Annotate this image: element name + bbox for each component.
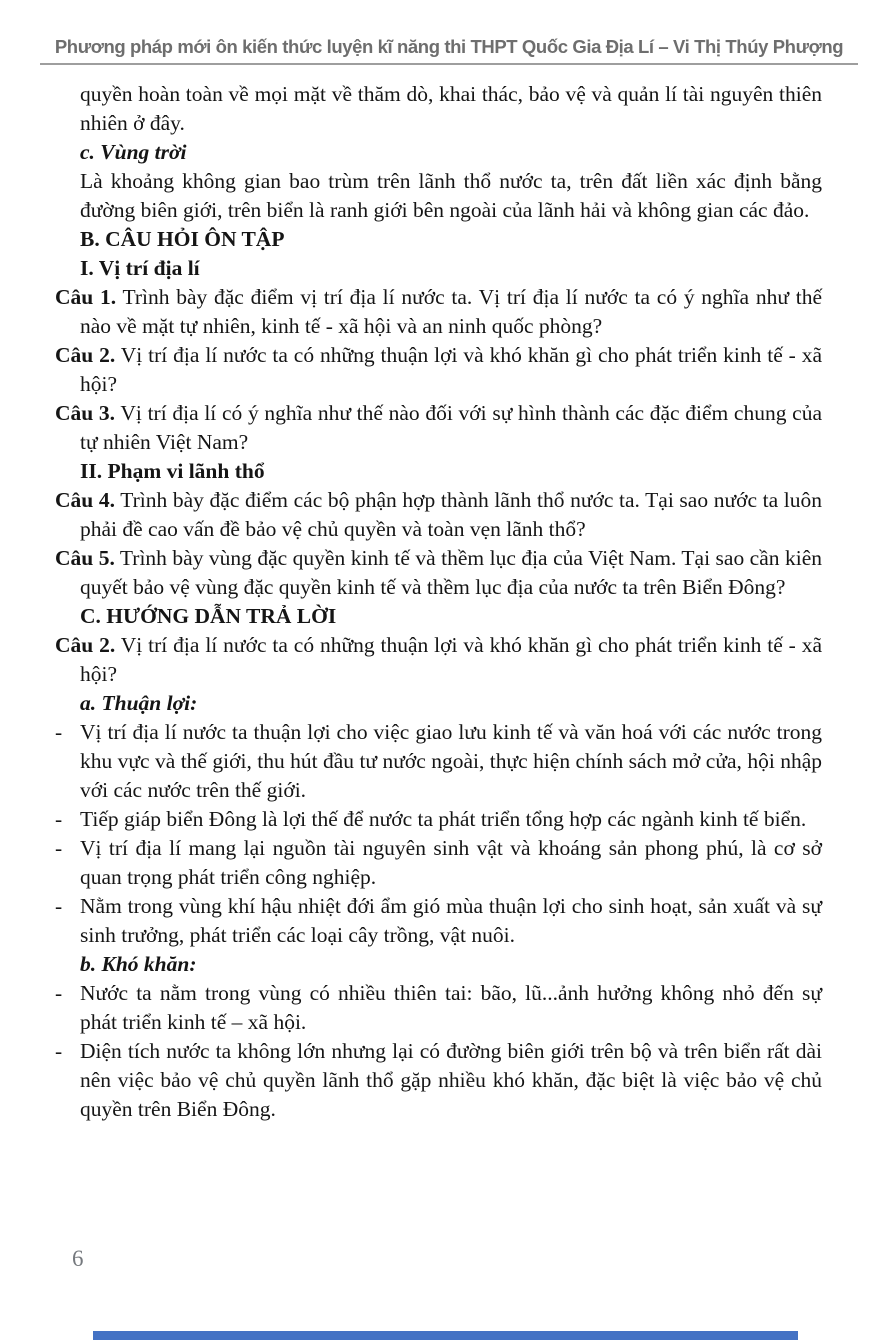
subsection-heading-i: I. Vị trí địa lí (80, 256, 200, 280)
section-heading-c: C. HƯỚNG DẪN TRẢ LỜI (80, 604, 337, 628)
subheading-thuan-loi: a. Thuận lợi: (80, 691, 198, 715)
list-item-text: Nước ta nằm trong vùng có nhiều thiên tai: bão, lũ...ảnh hưởng không nhỏ đến sự phát triển kinh tế – xã hội. (80, 981, 822, 1034)
answer-question-item (55, 631, 823, 689)
list-item-text: Diện tích nước ta không lớn nhưng lại có đường biên giới trên bộ và trên biển rất dài nên việc bảo vệ chủ quyền lãnh thổ gặp nhiều khó khăn, đặc biệt là việc bảo vệ chủ quyền trên Biển Đông. (80, 1039, 822, 1121)
section-heading-b: B. CÂU HỎI ÔN TẬP (80, 227, 285, 251)
list-item (55, 834, 822, 892)
question-item (55, 283, 822, 341)
page-body (55, 80, 823, 1124)
subheading-kho-khan: b. Khó khăn: (80, 952, 197, 976)
list-item-text: Vị trí địa lí nước ta thuận lợi cho việc giao lưu kinh tế và văn hoá với các nước trong khu vực và thế giới, thu hút đầu tư nước ngoài, thực hiện chính sách mở cửa, hội nhập với các nước trên thế giới. (80, 720, 822, 802)
subsection-heading-ii: II. Phạm vi lãnh thổ (80, 459, 265, 483)
question-item (55, 399, 823, 457)
list-item (55, 892, 822, 950)
question-text: Trình bày vùng đặc quyền kinh tế và thềm lục địa của Việt Nam. Tại sao cần kiên quyết bảo vệ vùng đặc quyền kinh tế và thềm lục địa của nước ta trên Biển Đông? (80, 546, 822, 599)
question-item (55, 544, 822, 602)
page-number: 6 (72, 1246, 84, 1271)
list-item (55, 979, 822, 1037)
question-label: Câu 1. (55, 285, 117, 309)
question-text: Vị trí địa lí có ý nghĩa như thế nào đối với sự hình thành các đặc điểm chung của tự nhiên Việt Nam? (80, 401, 823, 454)
subheading-vung-troi: c. Vùng trời (80, 140, 187, 164)
paragraph-vung-troi: Là khoảng không gian bao trùm trên lãnh thổ nước ta, trên đất liền xác định bằng đường biên giới, trên biển là ranh giới bên ngoài của lãnh hải và không gian các đảo. (80, 169, 822, 222)
question-label: Câu 2. (55, 633, 116, 657)
dash-bullet-marker: - (55, 720, 63, 744)
running-header-title: Phương pháp mới ôn kiến thức luyện kĩ năng thi THPT Quốc Gia Địa Lí – Vi Thị Thúy Phượng (54, 36, 844, 57)
paragraph-continuation: quyền hoàn toàn về mọi mặt về thăm dò, khai thác, bảo vệ và quản lí tài nguyên thiên nhiên ở đây. (80, 82, 822, 135)
dash-bullet-marker: - (55, 981, 63, 1005)
question-text: Vị trí địa lí nước ta có những thuận lợi và khó khăn gì cho phát triển kinh tế - xã hội? (80, 343, 823, 396)
question-label: Câu 5. (55, 546, 115, 570)
list-item-text: Vị trí địa lí mang lại nguồn tài nguyên sinh vật và khoáng sản phong phú, là cơ sở quan trọng phát triển công nghiệp. (80, 836, 822, 889)
page-header (40, 36, 858, 65)
list-item-text: Nằm trong vùng khí hậu nhiệt đới ẩm gió mùa thuận lợi cho sinh hoạt, sản xuất và sự sinh trưởng, phát triển các loại cây trồng, vật nuôi. (80, 894, 822, 947)
bottom-accent-bar (93, 1331, 798, 1340)
list-item (55, 718, 822, 805)
dash-bullet-marker: - (55, 807, 63, 831)
question-item (55, 341, 823, 399)
question-label: Câu 3. (55, 401, 116, 425)
question-text: Vị trí địa lí nước ta có những thuận lợi và khó khăn gì cho phát triển kinh tế - xã hội? (80, 633, 823, 686)
question-label: Câu 2. (55, 343, 116, 367)
question-text: Trình bày đặc điểm vị trí địa lí nước ta. Vị trí địa lí nước ta có ý nghĩa như thế nào về mặt tự nhiên, kinh tế - xã hội và an ninh quốc phòng? (80, 285, 822, 338)
dash-bullet-marker: - (55, 836, 63, 860)
question-text: Trình bày đặc điểm các bộ phận hợp thành lãnh thổ nước ta. Tại sao nước ta luôn phải đề cao vấn đề bảo vệ chủ quyền và toàn vẹn lãnh thổ? (80, 488, 823, 541)
list-item (55, 1037, 822, 1124)
question-label: Câu 4. (55, 488, 115, 512)
dash-bullet-marker: - (55, 894, 63, 918)
dash-bullet-marker: - (55, 1039, 63, 1063)
question-item (55, 486, 823, 544)
list-item (55, 805, 822, 834)
list-item-text: Tiếp giáp biển Đông là lợi thế để nước ta phát triển tổng hợp các ngành kinh tế biển. (80, 807, 807, 831)
